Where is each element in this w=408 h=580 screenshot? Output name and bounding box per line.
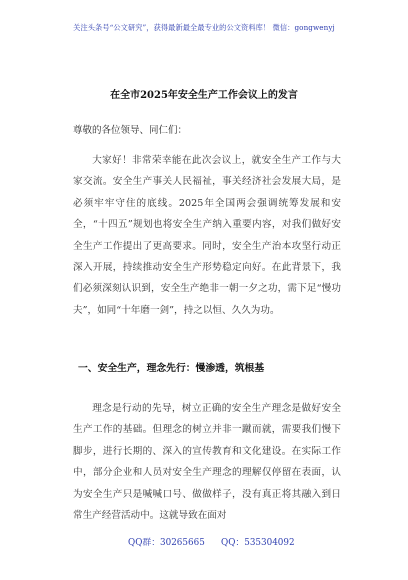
section-heading: 一、安全生产，理念先行：慢渗透，筑根基 bbox=[78, 363, 265, 374]
document-title: 在全市2025年安全生产工作会议上的发言 bbox=[110, 90, 298, 101]
footer-qq: QQ：535304092 bbox=[221, 538, 295, 548]
salutation: 尊敬的各位领导、同仁们： bbox=[73, 125, 188, 136]
section-paragraph: 理念是行动的先导，树立正确的安全生产理念是做好安全生产工作的基础。但理念的树立并非一蹴而就，需要我们慢下脚步，进行长期的、深入的宣传教育和文化建设。在实际工作中，部分企业和人员对安全生产理念的理解仅停留在表面，认为安全生产只是喊喊口号、做做样子，没有真正将其融入到日常生产经营活动中。这就导致在面对 bbox=[73, 403, 341, 522]
footer-qq-group: QQ群：30265665 bbox=[128, 538, 205, 548]
header-banner: 关注头条号“公文研究”，获得最新最全最专业的公文资料库！ 微信：gongwenyj bbox=[73, 23, 335, 32]
intro-paragraph: 大家好！非常荣幸能在此次会议上，就安全生产工作与大家交流。安全生产事关人民福祉，事关经济社会发展大局，是必须牢牢守住的底线。2025年全国两会强调统筹发展和安全，“十四五”规划也将安全生产纳入重要内容，对我们做好安全生产工作提出了更高要求。同时，安全生产治本攻坚行动正深入开展，持续推动安全生产形势稳定向好。在此背景下，我们必须深刻认识到，安全生产绝非一朝一夕之功，需下足“慢功夫”，如同“十年磨一剑”，持之以恒、久久为功。 bbox=[73, 155, 341, 316]
